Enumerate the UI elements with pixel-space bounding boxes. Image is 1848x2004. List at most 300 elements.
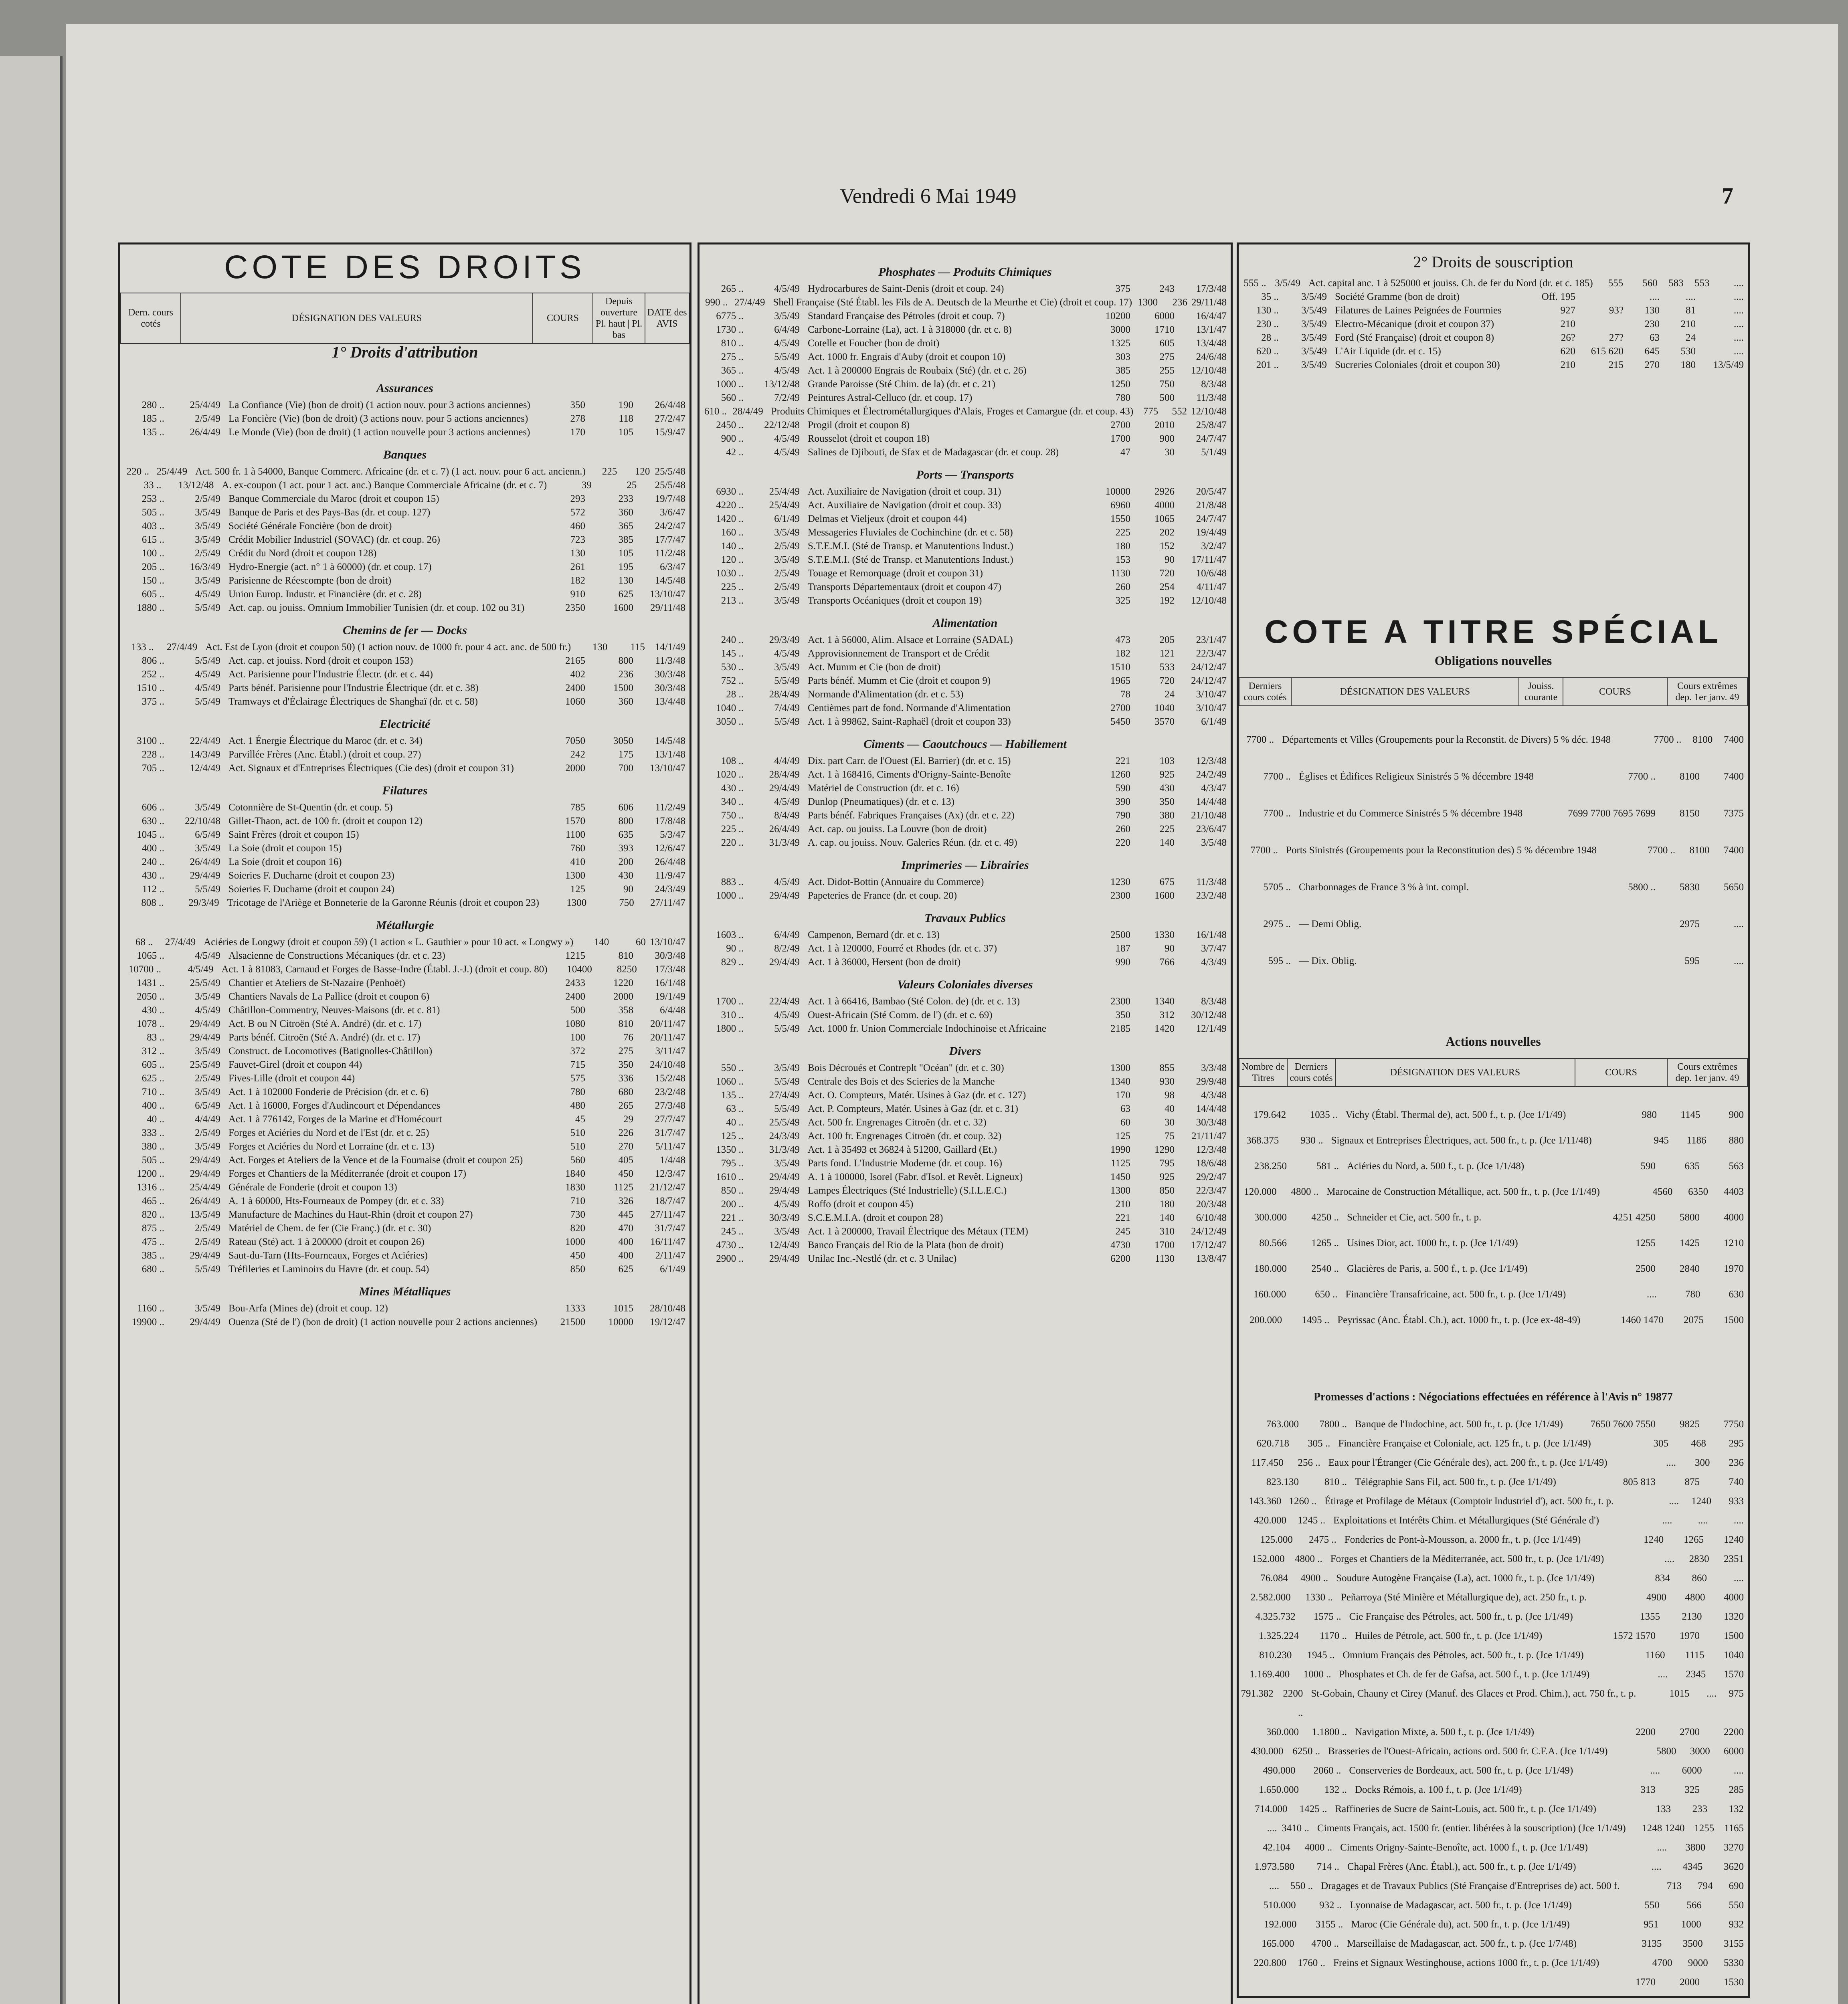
negociation-date: ....	[1734, 346, 1744, 357]
nombre-titres: 620.718	[1256, 1438, 1290, 1449]
last-price: 625 ..	[142, 1073, 164, 1084]
low: 236	[1729, 1457, 1744, 1468]
high-since-open: 2165	[565, 655, 585, 666]
high: 595	[1684, 956, 1700, 966]
high: 6350	[1688, 1186, 1708, 1197]
last-price: 240 ..	[142, 857, 164, 867]
high-since-open: 1000	[565, 1236, 585, 1247]
avis-date: 11/3/48	[1196, 392, 1227, 403]
last-price: 3155 ..	[1315, 1919, 1343, 1930]
high: 3500	[1682, 1938, 1703, 1949]
nombre-titres: 810.230	[1259, 1650, 1292, 1661]
table-row	[1239, 795, 1748, 832]
last-price: 900 ..	[721, 433, 744, 444]
table-row	[700, 768, 1231, 782]
last-price: 1000 ..	[716, 379, 744, 390]
low-since-open: 800	[618, 816, 633, 826]
nombre-titres: 360.000	[1266, 1727, 1299, 1737]
low-since-open: 766	[1159, 957, 1175, 968]
table-row	[1239, 1434, 1748, 1453]
designation: Act. P. Compteurs, Matér. Usines à Gaz (dr. et c. 31)	[808, 1103, 1018, 1114]
designation: Ciments Français, act. 1500 fr. (entier. libérées à la souscription) (Jce 1/1/49)	[1317, 1823, 1626, 1834]
low: 2351	[1724, 1554, 1744, 1564]
last-price: 225 ..	[721, 824, 744, 834]
avis-date: 13/10/47	[650, 937, 685, 947]
high: 468	[1691, 1438, 1706, 1449]
last-price: 505 ..	[142, 507, 164, 518]
last-price: 2050 ..	[137, 991, 164, 1002]
high-since-open: 910	[570, 589, 585, 600]
designation: Parts bénéf. Citroën (Sté A. André) (dr. et c. 17)	[228, 1032, 421, 1043]
low-since-open: 385	[618, 534, 633, 545]
last-price: 710 ..	[142, 1087, 164, 1097]
cours: 313	[1640, 1784, 1656, 1795]
low-since-open: 140	[1159, 1212, 1175, 1223]
designation: Act. cap. et jouiss. Nord (droit et coupon 153)	[228, 655, 413, 666]
last-date: 8/2/49	[774, 943, 800, 954]
avis-date: 3/7/47	[1201, 943, 1227, 954]
last-date: 14/3/49	[190, 749, 220, 760]
last-date: 29/4/49	[769, 783, 800, 794]
table-row	[1239, 1934, 1748, 1953]
low-since-open: 795	[1159, 1158, 1175, 1169]
avis-date: 8/3/48	[1201, 996, 1227, 1007]
high-since-open: 6960	[1110, 500, 1130, 511]
negociation-date: ....	[1734, 332, 1744, 343]
low: 24	[1686, 332, 1696, 343]
designation: Peintures Astral-Celluco (dr. et coup. 17)	[808, 392, 973, 403]
designation: Act. 1 à 16000, Forges d'Audincourt et Dépendances	[228, 1100, 441, 1111]
avis-date: 24/7/47	[1196, 433, 1227, 444]
high-since-open: 350	[570, 400, 585, 410]
last-date: 3/5/49	[774, 662, 800, 673]
designation: Conserveries de Bordeaux, act. 500 fr., t. p. (Jce 1/1/49)	[1349, 1765, 1573, 1776]
high-since-open: 1300	[1138, 297, 1158, 308]
table-row	[120, 883, 689, 896]
cours: 7700 ..	[1628, 771, 1656, 782]
designation: Saint Frères (droit et coupon 15)	[228, 829, 359, 840]
last-date: 5/5/49	[774, 352, 800, 362]
low: 932	[1729, 1919, 1744, 1930]
designation: Fives-Lille (droit et coupon 44)	[228, 1073, 355, 1084]
designation: Act. 1 à 200000 Engrais de Roubaix (Sté) (dr. et c. 26)	[808, 365, 1027, 376]
nombre-titres: 1.973.580	[1254, 1861, 1294, 1872]
last-date: 4/5/49	[774, 877, 800, 887]
table-row	[700, 553, 1231, 567]
table-row	[120, 601, 689, 615]
table-row	[120, 748, 689, 762]
last-date: 6/1/49	[774, 513, 800, 524]
nombre-titres: 1.325.224	[1259, 1630, 1299, 1641]
last-price: 1316 ..	[137, 1182, 164, 1193]
last-price: 1260 ..	[1289, 1496, 1317, 1507]
last-price: 650 ..	[1315, 1289, 1338, 1300]
low: 132	[1729, 1804, 1744, 1814]
avis-date: 12/3/48	[1196, 756, 1227, 766]
designation: Act. 1 à 56000, Alim. Alsace et Lorraine (SADAL)	[808, 634, 1013, 645]
last-price: 820 ..	[142, 1209, 164, 1220]
cours: 5800	[1656, 1746, 1676, 1757]
high-since-open: 225	[1115, 527, 1130, 538]
table-row	[700, 378, 1231, 391]
designation: Act. 1000 fr. Engrais d'Auby (droit et coupon 10)	[808, 352, 1006, 362]
cours: 805 813	[1623, 1477, 1656, 1487]
table-row	[1239, 1896, 1748, 1915]
low-since-open: 1500	[613, 683, 633, 693]
high-since-open: 45	[575, 1114, 585, 1125]
table-row	[120, 1208, 689, 1222]
last-date: 3/5/49	[774, 527, 800, 538]
last-date: 2/5/49	[195, 1073, 220, 1084]
nombre-titres: ....	[1267, 1823, 1277, 1834]
designation: Parts fond. L'Industrie Moderne (dr. et coup. 16)	[808, 1158, 1002, 1169]
low: 1500	[1724, 1630, 1744, 1641]
last-price: 4900 ..	[1300, 1573, 1328, 1584]
designation: Act. 1000 fr. Union Commerciale Indochinoise et Africaine	[808, 1023, 1046, 1034]
low: 7400	[1723, 845, 1744, 856]
last-date: 4/5/49	[774, 433, 800, 444]
high-since-open: 1300	[566, 897, 587, 908]
avis-date: 28/10/48	[650, 1303, 685, 1314]
nombre-titres: 763.000	[1266, 1419, 1299, 1430]
last-date: 2/5/49	[774, 541, 800, 552]
avis-date: 16/1/48	[655, 978, 685, 988]
table-row	[1239, 1569, 1748, 1588]
low: 295	[1729, 1438, 1744, 1449]
last-price: 1431 ..	[137, 978, 164, 988]
high-since-open: 2300	[1110, 996, 1130, 1007]
high: 5800	[1680, 1212, 1700, 1223]
last-price: 135 ..	[142, 427, 164, 438]
high-since-open: 60	[1120, 1117, 1130, 1128]
last-price: 201 ..	[1256, 360, 1279, 370]
last-price: 40 ..	[726, 1117, 744, 1128]
designation: A. 1 à 60000, Hts-Fourneaux de Pompey (dr. et c. 33)	[228, 1196, 444, 1206]
low-since-open: 226	[618, 1127, 633, 1138]
low: 550	[1729, 1900, 1744, 1911]
designation: Roffo (droit et coupon 45)	[808, 1199, 914, 1210]
avis-date: 19/4/49	[1196, 527, 1227, 538]
avis-date: 4/3/49	[1201, 957, 1227, 968]
last-date: 31/3/49	[769, 1144, 800, 1155]
last-price: 1000 ..	[1303, 1669, 1331, 1680]
low-since-open: 29	[623, 1114, 633, 1125]
last-price: 133 ..	[131, 642, 154, 653]
cours: ....	[1658, 1669, 1668, 1680]
table-row	[1239, 869, 1748, 906]
last-date: 29/4/49	[190, 1032, 220, 1043]
cours-a: 210	[1560, 360, 1575, 370]
table-row	[120, 896, 689, 910]
table-row	[120, 588, 689, 601]
last-price: 33 ..	[144, 480, 162, 491]
designation: Act. 500 fr. Engrenages Citroën (dr. et c. 32)	[808, 1117, 987, 1128]
last-price: 605 ..	[142, 1059, 164, 1070]
last-price: 228 ..	[142, 749, 164, 760]
high: 583	[1668, 278, 1684, 289]
table-row	[120, 949, 689, 963]
avis-date: 4/3/48	[1201, 1090, 1227, 1101]
designation: Financière Française et Coloniale, act. 125 fr., t. p. (Jce 1/1/49)	[1338, 1438, 1591, 1449]
designation: Soieries F. Ducharne (droit et coupon 24)	[228, 884, 394, 895]
cours: 7700 ..	[1654, 734, 1682, 745]
ac-head-cours: COURS	[1575, 1059, 1667, 1087]
last-price: 1045 ..	[137, 829, 164, 840]
low-since-open: 380	[1159, 810, 1175, 821]
last-date: 4/5/49	[774, 648, 800, 659]
low-since-open: 195	[618, 562, 633, 572]
last-price: 1265 ..	[1311, 1238, 1339, 1248]
cours: 951	[1643, 1919, 1659, 1930]
high: 3000	[1690, 1746, 1710, 1757]
designation: Act. 1 à 99862, Saint-Raphaël (droit et coupon 33)	[808, 716, 1011, 727]
high-since-open: 225	[602, 466, 617, 477]
low: 7750	[1724, 1419, 1744, 1430]
last-date: 27/4/49	[165, 937, 196, 947]
cours: 945	[1654, 1135, 1669, 1146]
promesses-rows	[1239, 1415, 1748, 1992]
designation: Châtillon-Commentry, Neuves-Maisons (dr. et c. 81)	[228, 1005, 440, 1016]
last-date: 25/4/49	[769, 486, 800, 497]
last-price: 2475 ..	[1309, 1534, 1336, 1545]
last-price: 1420 ..	[716, 513, 744, 524]
avis-date: 30/3/48	[1196, 1117, 1227, 1128]
designation: Dragages et de Travaux Publics (Sté Française d'Entreprises de) act. 500 f.	[1321, 1881, 1620, 1891]
high-since-open: 723	[570, 534, 585, 545]
high-since-open: 170	[1115, 1090, 1130, 1101]
table-row	[120, 1222, 689, 1235]
low: ....	[1733, 1515, 1744, 1526]
last-price: 340 ..	[721, 796, 744, 807]
table-row	[120, 1249, 689, 1263]
designation: Electro-Mécanique (droit et coupon 37)	[1335, 319, 1494, 329]
avis-date: 25/5/48	[655, 480, 685, 491]
last-date: 25/5/49	[190, 1059, 220, 1070]
cours: 2500	[1636, 1263, 1656, 1274]
low-since-open: 275	[618, 1046, 633, 1057]
avis-date: 12/6/47	[655, 843, 685, 854]
last-price: 112 ..	[142, 884, 164, 895]
page-number: 7	[1722, 183, 1733, 209]
designation: Lyonnaise de Madagascar, act. 500 fr., t. p. (Jce 1/1/49)	[1350, 1900, 1572, 1911]
table-row	[1239, 1626, 1748, 1646]
high-since-open: 510	[570, 1141, 585, 1152]
low-since-open: 140	[1159, 837, 1175, 848]
designation: Hydrocarbures de Saint-Denis (droit et coup. 24)	[808, 283, 1004, 294]
low-since-open: 625	[618, 1264, 633, 1275]
avis-date: 13/10/47	[650, 589, 685, 600]
designation: Act. 1 à 168416, Ciments d'Origny-Sainte-Benoîte	[808, 769, 1011, 780]
middle-column	[698, 242, 1233, 2004]
cours: 4560	[1652, 1186, 1673, 1197]
high-since-open: 572	[570, 507, 585, 518]
cours: 7650 7600 7550	[1590, 1419, 1656, 1430]
high-since-open: 790	[1115, 810, 1130, 821]
cours-b	[1579, 290, 1628, 304]
table-row	[1239, 1102, 1748, 1128]
nombre-titres: 200.000	[1249, 1315, 1282, 1325]
last-price: 256 ..	[1298, 1457, 1320, 1468]
ob-head-designation: DÉSIGNATION DES VALEURS	[1291, 678, 1519, 706]
table-row	[700, 309, 1231, 323]
last-price: 1170 ..	[1320, 1630, 1347, 1641]
last-date: 3/5/49	[774, 595, 800, 606]
high: 2345	[1686, 1669, 1706, 1680]
cours: 133	[1656, 1804, 1671, 1814]
table-row	[1239, 1492, 1748, 1511]
last-price: 2900 ..	[716, 1253, 744, 1264]
high-since-open: 1325	[1110, 338, 1130, 349]
cours-a: 620	[1560, 346, 1575, 357]
high-since-open: 1333	[565, 1303, 585, 1314]
high-since-open: 220	[1115, 837, 1130, 848]
avis-date: 30/3/48	[655, 683, 685, 693]
last-price: 1350 ..	[716, 1144, 744, 1155]
low-since-open: 635	[618, 829, 633, 840]
last-date: 30/3/49	[769, 1212, 800, 1223]
high: 1115	[1685, 1650, 1704, 1661]
low: 690	[1729, 1881, 1744, 1891]
table-row	[700, 418, 1231, 432]
last-price: 4700 ..	[1311, 1938, 1339, 1949]
last-price: 3410 ..	[1282, 1823, 1309, 1834]
avis-date: 27/2/47	[655, 413, 685, 424]
table-row	[120, 695, 689, 709]
low-since-open: 312	[1159, 1010, 1175, 1020]
designation: Act. 1 à 81083, Carnaud et Forges de Basse-Indre (Établ. J.-J.) (droit et coup. 80)	[221, 964, 548, 975]
last-date: 2/5/49	[195, 413, 220, 424]
last-price: 40 ..	[147, 1114, 164, 1125]
nombre-titres: 791.382	[1241, 1688, 1274, 1699]
last-date: 4/5/49	[774, 338, 800, 349]
last-date: 28/4/49	[769, 769, 800, 780]
high-since-open: 1450	[1110, 1172, 1130, 1182]
designation: Freins et Signaux Westinghouse, actions 1000 fr., t. p. (Jce 1/1/49)	[1333, 1958, 1599, 1968]
low-since-open: 450	[618, 1168, 633, 1179]
table-row	[120, 869, 689, 883]
last-date: 31/3/49	[769, 837, 800, 848]
low: 3620	[1724, 1861, 1744, 1872]
avis-date: 29/2/47	[1196, 1172, 1227, 1182]
avis-date: 1/4/48	[660, 1155, 685, 1166]
table-row	[1239, 345, 1748, 358]
last-date: 5/5/49	[195, 1264, 220, 1275]
table-row	[120, 935, 689, 949]
actions-header-table	[1239, 1058, 1748, 1087]
table-row	[120, 1072, 689, 1085]
high: 6000	[1682, 1765, 1702, 1776]
nombre-titres: 180.000	[1254, 1263, 1287, 1274]
last-price: 100 ..	[142, 548, 164, 559]
low-since-open: 430	[1159, 783, 1175, 794]
last-price: 6250 ..	[1292, 1746, 1320, 1757]
last-price: 140 ..	[721, 541, 744, 552]
high: 1265	[1684, 1534, 1704, 1545]
avis-date: 21/12/47	[650, 1182, 685, 1193]
avis-date: 25/5/48	[655, 466, 685, 477]
high-since-open: 1060	[565, 696, 585, 707]
cours: 3135	[1642, 1938, 1662, 1949]
table-row	[120, 506, 689, 519]
col-head-avis: DATE des AVIS	[645, 293, 689, 343]
last-price: 430 ..	[142, 870, 164, 881]
last-price: 7700 ..	[1263, 771, 1291, 782]
avis-date: 14/5/48	[655, 735, 685, 746]
designation: Cotonnière de St-Quentin (dr. et coup. 5)	[228, 802, 393, 813]
avis-date: 3/2/47	[1201, 541, 1227, 552]
designation: Financière Transafricaine, act. 500 fr., t. p. (Jce 1/1/49)	[1345, 1289, 1566, 1300]
designation: Crédit Mobilier Industriel (SOVAC) (dr. et coup. 26)	[228, 534, 440, 545]
last-price: 1000 ..	[716, 890, 744, 901]
low: ....	[1734, 956, 1744, 966]
table-row	[1239, 758, 1748, 795]
low-since-open: 326	[618, 1196, 633, 1206]
last-price: 2060 ..	[1313, 1765, 1341, 1776]
last-date: 12/4/49	[190, 763, 220, 774]
low-since-open: 720	[1159, 568, 1175, 579]
low-since-open: 1065	[1154, 513, 1175, 524]
low: 900	[1729, 1109, 1744, 1120]
low-since-open: 30	[1165, 447, 1175, 458]
section-heading: Phosphates — Produits Chimiques	[878, 265, 1052, 279]
table-row	[120, 668, 689, 681]
high: 1255	[1694, 1823, 1715, 1834]
last-price: 808 ..	[141, 897, 164, 908]
low-since-open: 254	[1159, 582, 1175, 592]
high-since-open: 1830	[565, 1182, 585, 1193]
low-since-open: 1700	[1154, 1240, 1175, 1250]
designation: Centrale des Bois et des Scieries de la Manche	[808, 1076, 995, 1087]
high-since-open: 78	[1120, 689, 1130, 700]
low-since-open: 360	[618, 696, 633, 707]
newspaper-page	[66, 24, 1838, 2004]
avis-date: 23/2/48	[1196, 890, 1227, 901]
low: 3155	[1723, 1938, 1744, 1949]
low: 5650	[1724, 882, 1744, 893]
avis-date: 20/3/48	[1196, 1199, 1227, 1210]
high: 780	[1685, 1289, 1700, 1300]
section-heading: Filatures	[382, 784, 428, 797]
last-price: 1945 ..	[1307, 1650, 1335, 1661]
last-price: 2975 ..	[1263, 919, 1291, 929]
table-row	[700, 364, 1231, 378]
high: 2840	[1680, 1263, 1700, 1274]
last-price: 1330 ..	[1305, 1592, 1333, 1603]
designation: Transports Océaniques (droit et coupon 19)	[808, 595, 982, 606]
avis-date: 21/10/48	[1191, 810, 1227, 821]
designation: Saut-du-Tarn (Hts-Fourneaux, Forges et Aciéries)	[228, 1250, 428, 1261]
high-since-open: 125	[570, 884, 585, 895]
table-row	[1239, 1973, 1748, 1992]
designation: Docks Rémois, a. 100 f., t. p. (Jce 1/1/49)	[1355, 1784, 1522, 1795]
high-since-open: 245	[1115, 1226, 1130, 1237]
section-heading: Electricité	[379, 717, 431, 731]
table-row	[120, 762, 689, 775]
designation: Union Europ. Industr. et Financière (dr. et c. 28)	[228, 589, 422, 600]
obligations-header-table	[1239, 677, 1748, 706]
negociation-date: ....	[1734, 305, 1744, 316]
last-date: 4/5/49	[774, 1199, 800, 1210]
low: 1970	[1724, 1263, 1744, 1274]
designation: Marseillaise de Madagascar, act. 500 fr., t. p. (Jce 1/7/48)	[1347, 1938, 1577, 1949]
low-since-open: 255	[1159, 365, 1175, 376]
avis-date: 13/4/48	[1196, 338, 1227, 349]
last-price: 10700 ..	[128, 964, 161, 975]
last-date: 29/4/49	[769, 1253, 800, 1264]
low-since-open: 121	[1159, 648, 1175, 659]
cours: 4700	[1652, 1958, 1672, 1968]
last-price: 1040 ..	[716, 703, 744, 713]
